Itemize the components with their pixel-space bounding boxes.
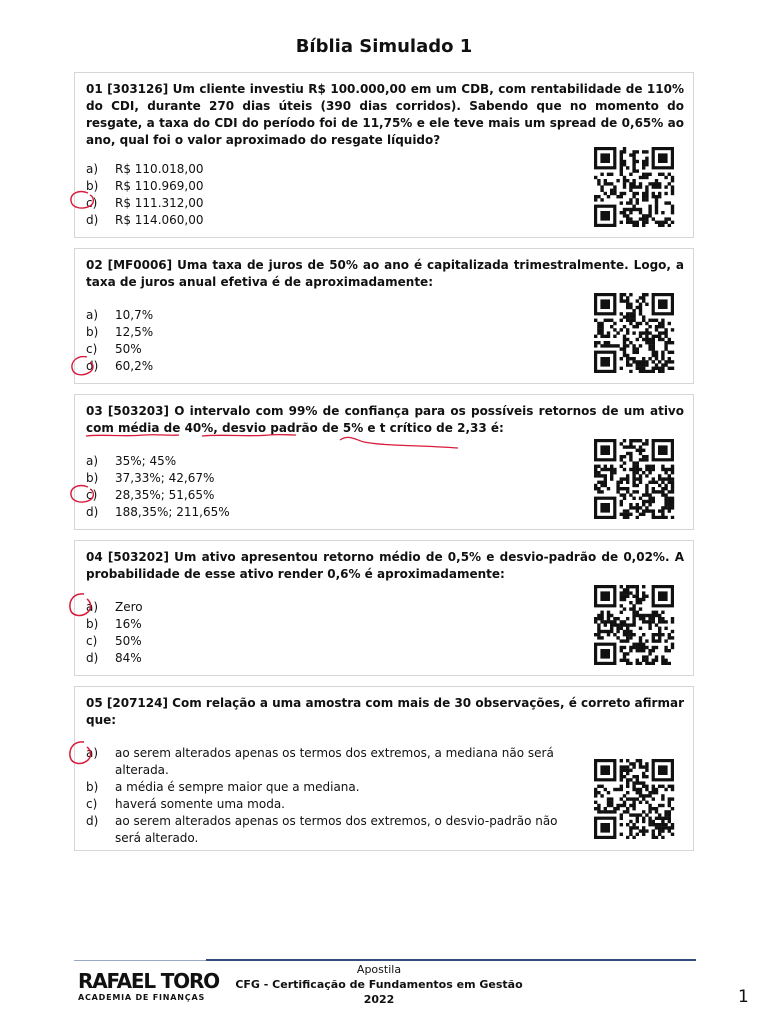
- option-text: R$ 111.312,00: [115, 196, 204, 210]
- option-letter: d): [86, 814, 99, 828]
- option-text: 37,33%; 42,67%: [115, 471, 215, 485]
- option-letter: a): [86, 454, 99, 468]
- option-text: Zero: [115, 600, 143, 614]
- question-text: 02 [MF0006] Uma taxa de juros de 50% ao ano é capitalizada trimestralmente. Logo, a taxa de juros anual efetiva é de aproximadamente:: [86, 258, 684, 289]
- option-text: ao serem alterados apenas os termos dos extremos, o desvio-padrão não será alterado.: [115, 814, 558, 845]
- option-letter: d): [86, 359, 99, 373]
- logo-tagline: ACADEMIA DE FINANÇAS: [78, 993, 206, 1002]
- qr-code-icon: [592, 293, 676, 373]
- option-letter: c): [86, 342, 98, 356]
- question-card-1: [74, 72, 694, 238]
- option-letter: b): [86, 471, 99, 485]
- question-text: 01 [303126] Um cliente investiu R$ 100.000,00 em um CDB, com rentabilidade de 110% do CDI, durante 270 dias úteis (390 dias corridos). Sabendo que no momento do resgate, a taxa do CDI do período foi de 11,75% e ele teve mais um spread de 0,65% ao ano, qual foi o valor aproximado do resgate líquido?: [86, 82, 684, 147]
- question-card-3: [74, 394, 694, 530]
- qr-code-icon: [592, 759, 676, 839]
- option-text: haverá somente uma moda.: [115, 797, 285, 811]
- footer-course: CFG - Certificação de Fundamentos em Gestão: [235, 978, 523, 991]
- question-card-2: [74, 248, 694, 384]
- option-text: 50%: [115, 634, 142, 648]
- footer-label: Apostila: [356, 963, 402, 976]
- option-letter: c): [86, 797, 98, 811]
- option-text: ao serem alterados apenas os termos dos extremos, a mediana não será alterada.: [115, 746, 554, 777]
- option-letter: a): [86, 308, 99, 322]
- option-text: 84%: [115, 651, 142, 665]
- option-letter: c): [86, 196, 98, 210]
- option-text: 12,5%: [115, 325, 154, 339]
- footer-rule: [206, 959, 696, 961]
- option-text: 60,2%: [115, 359, 154, 373]
- option-letter: a): [86, 162, 99, 176]
- footer-info: [206, 962, 552, 1007]
- option-text: 188,35%; 211,65%: [115, 505, 230, 519]
- option-letter: c): [86, 634, 98, 648]
- option-text: a média é sempre maior que a mediana.: [115, 780, 360, 794]
- question-text: 03 [503203] O intervalo com 99% de confiança para os possíveis retornos de um ativo com média de 40%, desvio padrão de 5% e t crítico de 2,33 é:: [86, 404, 684, 435]
- option-text: R$ 110.969,00: [115, 179, 204, 193]
- footer-year: 2022: [363, 993, 395, 1006]
- option-letter: b): [86, 179, 99, 193]
- option-letter: d): [86, 505, 99, 519]
- option-letter: d): [86, 651, 99, 665]
- rafael-toro-logo: [78, 970, 219, 1002]
- option-letter: a): [86, 600, 99, 614]
- footer-rule-left: [74, 960, 206, 961]
- option-letter: b): [86, 325, 99, 339]
- option-text: 10,7%: [115, 308, 154, 322]
- page-number: 1: [738, 987, 749, 1007]
- option-letter: b): [86, 617, 99, 631]
- option-text: R$ 114.060,00: [115, 213, 204, 227]
- option-letter: a): [86, 746, 99, 760]
- qr-code-icon: [592, 585, 676, 665]
- logo-wordmark: RAFAEL TORO: [78, 969, 219, 993]
- option-letter: c): [86, 488, 98, 502]
- option-text: 28,35%; 51,65%: [115, 488, 215, 502]
- option-text: 16%: [115, 617, 142, 631]
- qr-code-icon: [592, 439, 676, 519]
- question-card-5: [74, 686, 694, 851]
- page-title: Bíblia Simulado 1: [295, 36, 473, 57]
- qr-code-icon: [592, 147, 676, 227]
- question-text: 05 [207124] Com relação a uma amostra com mais de 30 observações, é correto afirmar que:: [86, 696, 684, 727]
- option-text: 35%; 45%: [115, 454, 177, 468]
- question-text: 04 [503202] Um ativo apresentou retorno médio de 0,5% e desvio-padrão de 0,02%. A probabilidade de esse ativo render 0,6% é aproximadamente:: [86, 550, 684, 581]
- option-letter: b): [86, 780, 99, 794]
- option-text: 50%: [115, 342, 142, 356]
- option-text: R$ 110.018,00: [115, 162, 204, 176]
- question-card-4: [74, 540, 694, 676]
- option-letter: d): [86, 213, 99, 227]
